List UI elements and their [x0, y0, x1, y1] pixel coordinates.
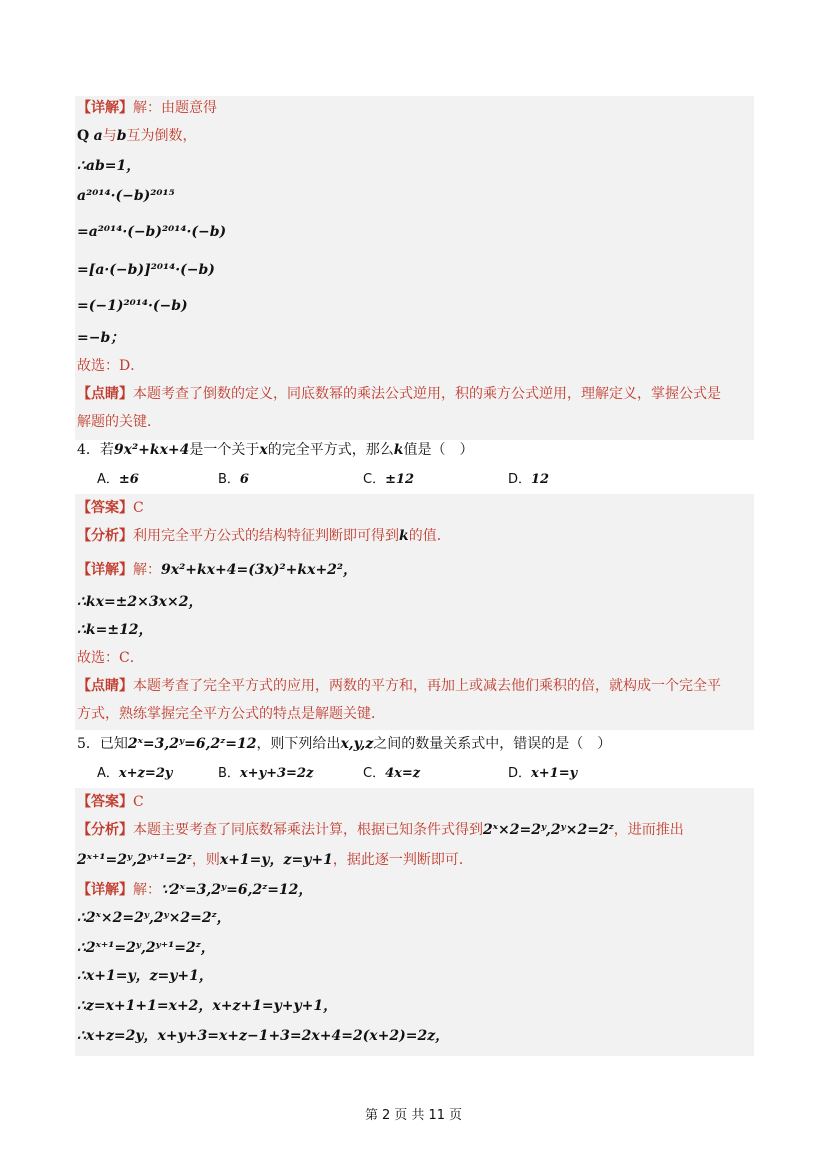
- q5-stem: [77, 734, 611, 754]
- q4-step-3: ∴k=±12，: [77, 622, 153, 638]
- answer-value: C: [133, 500, 144, 516]
- analysis-k: k: [399, 528, 409, 544]
- q5-stem-mid: ，则下列给出: [256, 736, 341, 752]
- q4-note-2: 方式，熟练掌握完全平方公式的特点是解题关键．: [77, 706, 385, 722]
- var-b: b: [116, 128, 127, 144]
- option-label: B．: [218, 766, 240, 781]
- q5-analysis-1: [77, 820, 684, 840]
- q4-stem-mid2: 的完全平方式，那么: [267, 442, 394, 458]
- answer-value: C: [133, 794, 144, 810]
- analysis-expr: 2ˣ×2=2ʸ,2ʸ×2=2ᶻ: [483, 822, 614, 838]
- q5-stem-pre: 5．已知: [77, 736, 128, 752]
- footer-pre: 第: [365, 1108, 379, 1123]
- option-value: ±12: [385, 472, 415, 487]
- option-label: A．: [97, 766, 119, 781]
- detail-tag: 【详解】: [77, 882, 133, 898]
- q5-step-6: ∴x+z=2y，x+y+3=x+z−1+3=2x+4=2(x+2)=2z，: [77, 1028, 450, 1044]
- q5-step-4: ∴x+1=y，z=y+1，: [77, 968, 213, 984]
- q4-option-c[interactable]: [363, 470, 414, 490]
- detail-tag: 【详解】: [77, 562, 133, 578]
- var-a: a: [93, 128, 103, 144]
- q5-step-2: ∴2ˣ×2=2ʸ,2ʸ×2=2ᶻ，: [77, 910, 231, 926]
- step-2: =a²⁰¹⁴·(−b)²⁰¹⁴·(−b): [77, 224, 227, 240]
- q4-note-1: [77, 676, 721, 696]
- detail-expr: 9x²+kx+4=(3x)²+kx+2²，: [161, 562, 358, 578]
- answer-tag: 【答案】: [77, 794, 133, 810]
- step-ab: ∴ab=1，: [77, 158, 141, 174]
- option-value: ±6: [118, 472, 139, 487]
- step-1: a²⁰¹⁴·(−b)²⁰¹⁵: [77, 188, 175, 204]
- analysis-text-1: 本题主要考查了同底数幂乘法计算，根据已知条件式得到: [133, 822, 483, 838]
- option-label: B．: [218, 472, 240, 487]
- note-text-1: 本题考查了完全平方式的应用，两数的平方和，再加上或减去他们乘积的倍，就构成一个完全平: [133, 678, 721, 694]
- reciprocal-end: 互为倒数，: [126, 128, 197, 144]
- detail-line: [77, 98, 217, 118]
- step-4: =(−1)²⁰¹⁴·(−b): [77, 298, 188, 314]
- q4-stem-expr: 9x²+kx+4: [113, 442, 190, 458]
- answer-tag: 【答案】: [77, 500, 133, 516]
- option-label: C．: [363, 766, 386, 781]
- option-label: C．: [363, 472, 386, 487]
- footer-mid: 页 共: [394, 1108, 425, 1123]
- q5-stem-expr: 2ˣ=3,2ʸ=6,2ᶻ=12: [127, 736, 257, 752]
- option-value: x+z=2y: [118, 766, 173, 781]
- note-line-2: 解题的关键．: [77, 414, 161, 430]
- q5-stem-vars: x,y,z: [340, 736, 374, 752]
- option-value: x+1=y: [531, 766, 578, 781]
- q4-option-d[interactable]: [508, 470, 549, 490]
- footer-total: 11: [428, 1108, 445, 1123]
- choice-line: 故选：D．: [77, 358, 145, 374]
- option-label: D．: [508, 472, 532, 487]
- analysis-text: 利用完全平方公式的结构特征判断即可得到: [133, 528, 399, 544]
- q4-stem-mid: 是一个关于: [189, 442, 260, 458]
- q4-stem-var: x: [259, 442, 268, 458]
- q5-stem-end: 之间的数量关系式中，错误的是（ ）: [373, 736, 612, 752]
- q4-choice: 故选：C．: [77, 650, 144, 666]
- page-footer: [0, 1104, 827, 1123]
- q4-stem-end: 值是（ ）: [403, 442, 474, 458]
- q5-option-a[interactable]: [97, 764, 172, 784]
- q4-analysis: [77, 526, 451, 546]
- analysis-tag: 【分析】: [77, 822, 133, 838]
- analysis-tag: 【分析】: [77, 528, 133, 544]
- q4-option-b[interactable]: [218, 470, 249, 490]
- analysis-2-expr2: x+1=y，z=y+1: [219, 852, 333, 868]
- note-text-1: 本题考查了倒数的定义，同底数幂的乘法公式逆用，积的乘方公式逆用，理解定义，掌握公式是: [133, 386, 721, 402]
- q-symbol: Q: [77, 128, 90, 144]
- q5-option-c[interactable]: [363, 764, 420, 784]
- option-label: D．: [508, 766, 532, 781]
- note-line-1: [77, 384, 721, 404]
- q5-analysis-2: [77, 850, 473, 870]
- analysis-2-end: ，据此逐一判断即可．: [332, 852, 473, 868]
- option-label: A．: [97, 472, 119, 487]
- detail-tag: 【详解】: [77, 100, 133, 116]
- q4-answer: [77, 498, 144, 518]
- detail-pre: 解：: [133, 882, 161, 898]
- q4-stem: [77, 440, 473, 460]
- step-5: =−b；: [77, 330, 125, 346]
- footer-post: 页: [448, 1108, 462, 1123]
- analysis-2-expr: 2ˣ⁺¹=2ʸ,2ʸ⁺¹=2ᶻ: [77, 852, 192, 868]
- q4-stem-pre: 4．若: [77, 442, 114, 458]
- analysis-2-mid: ，则: [191, 852, 220, 868]
- q5-detail: [77, 880, 312, 900]
- note-tag: 【点睛】: [77, 678, 133, 694]
- reciprocal-line: [77, 126, 197, 146]
- q4-option-a[interactable]: [97, 470, 139, 490]
- note-tag: 【点睛】: [77, 386, 133, 402]
- detail-text: 解：由题意得: [133, 100, 217, 116]
- q5-option-b[interactable]: [218, 764, 313, 784]
- q5-answer: [77, 792, 144, 812]
- q4-step-2: ∴kx=±2×3x×2，: [77, 594, 203, 610]
- analysis-end: 的值．: [408, 528, 451, 544]
- detail-pre: 解：: [133, 562, 161, 578]
- step-3: =[a·(−b)]²⁰¹⁴·(−b): [77, 262, 215, 278]
- option-value: 6: [239, 472, 249, 487]
- q5-option-d[interactable]: [508, 764, 577, 784]
- q5-step-5: ∴z=x+1+1=x+2，x+z+1=y+y+1，: [77, 998, 338, 1014]
- option-value: x+y+3=2z: [239, 766, 314, 781]
- footer-page: 2: [382, 1108, 391, 1123]
- analysis-end-1: ，进而推出: [613, 822, 684, 838]
- reciprocal-mid: 与: [102, 128, 117, 144]
- option-value: 4x=z: [385, 766, 421, 781]
- option-value: 12: [531, 472, 550, 487]
- q5-step-3: ∴2ˣ⁺¹=2ʸ,2ʸ⁺¹=2ᶻ，: [77, 940, 215, 956]
- q4-detail: [77, 560, 357, 580]
- q4-stem-k: k: [393, 442, 404, 458]
- detail-expr: ∵2ˣ=3,2ʸ=6,2ᶻ=12，: [161, 882, 313, 898]
